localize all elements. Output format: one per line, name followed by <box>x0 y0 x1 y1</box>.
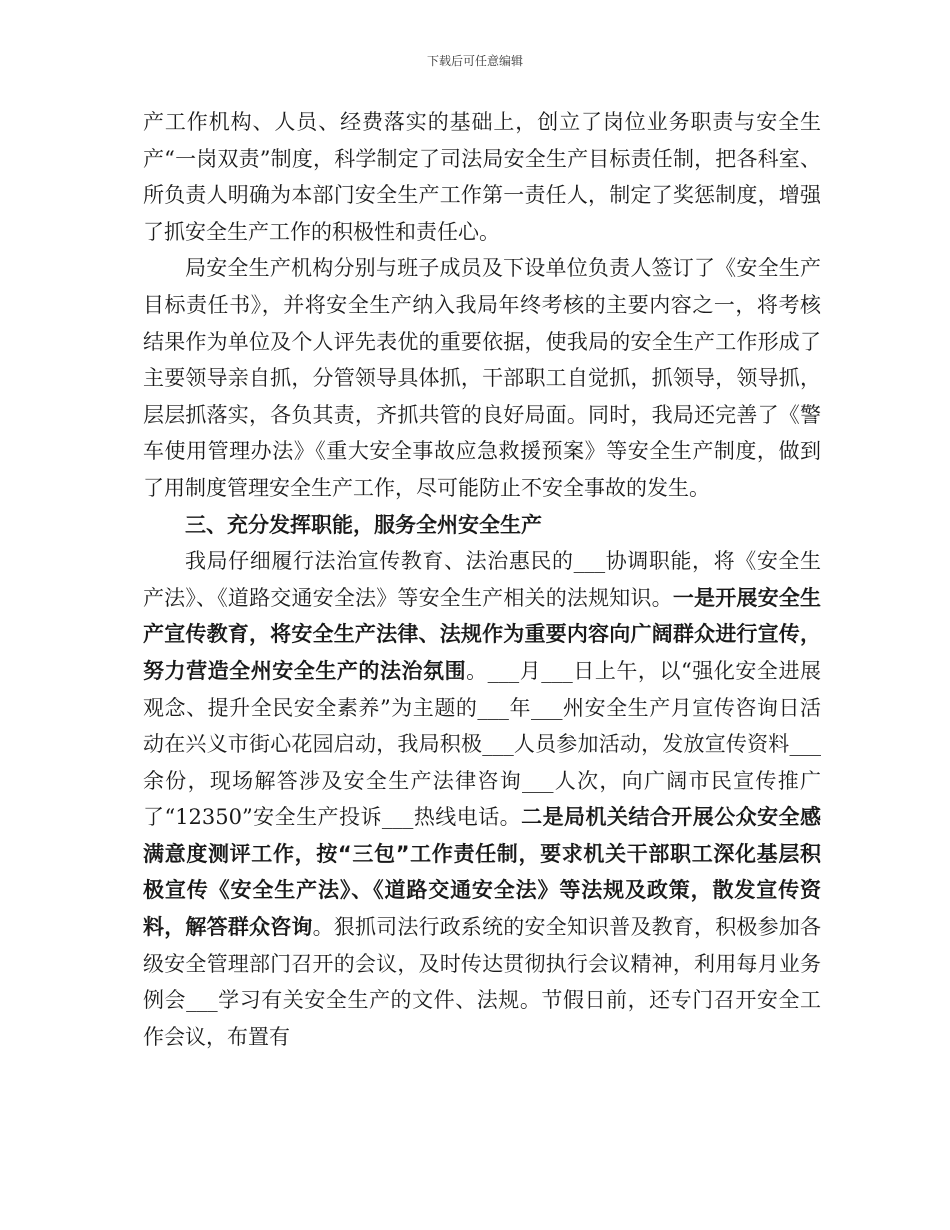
paragraph-2: 局安全生产机构分别与班子成员及下设单位负责人签订了《安全生产目标责任书》，并将安全生产纳入我局年终考核的主要内容之一，将考核结果作为单位及个人评先表优的重要依据，使我局的安全生产工作形成了主要领导亲自抓，分管领导具体抓，干部职工自觉抓，抓领导，领导抓，层层抓落实，各负其责，齐抓共管的良好局面。同时，我局还完善了《警车使用管理办法》《重大安全事故应急救援预案》等安全生产制度，做到了用制度管理安全生产工作，尽可能防止不安全事故的发生。 <box>143 256 821 500</box>
section-title: 三、充分发挥职能，服务全州安全生产 <box>185 512 542 537</box>
paragraph-3-intro: 我局仔细履行法治宣传教育、法治惠民的___协调职能，将《安全生产法》、《道路交通安全法》等安全生产相关的法规知识。 <box>143 549 821 610</box>
document-body <box>143 104 821 1055</box>
paragraph-3-point-two: 二是局机关结合开展公众安全感满意度测评工作，按“三包”工作责任制，要求机关干部职工深化基层积极宣传《安全生产法》、《道路交通安全法》等法规及政策，散发宣传资料，解答群众咨询 <box>143 805 822 940</box>
paragraph-1: 产工作机构、人员、经费落实的基础上，创立了岗位业务职责与安全生产“一岗双责”制度，科学制定了司法局安全生产目标责任制，把各科室、所负责人明确为本部门安全生产工作第一责任人，制定了奖惩制度，增强了抓安全生产工作的积极性和责任心。 <box>143 110 821 244</box>
paragraph-3-event: 。___月___日上午，以“强化安全进展观念、提升全民安全素养”为主题的___年___州安全生产月宣传咨询日活动在兴义市街心花园启动，我局积极___人员参加活动，发放宣传资料___余份，现场解答涉及安全生产法律咨询___人次，向广阔市民宣传推广了“12350”安全生产投诉___热线电话。 <box>143 658 821 830</box>
header-note: 下载后可任意编辑 <box>426 54 523 68</box>
paragraph-3-point-one: 一是开展安全生产宣传教育，将安全生产法律、法规作为重要内容向广阔群众进行宣传，努力营造全州安全生产的法治氛围 <box>143 585 821 683</box>
paragraph-3-tail: 。狠抓司法行政系统的安全知识普及教育，积极参加各级安全管理部门召开的会议，及时传达贯彻执行会议精神，利用每月业务例会___学习有关安全生产的文件、法规。节假日前，还专门召开安全工作会议，布置有 <box>143 915 822 1049</box>
paragraph-3 <box>143 543 821 1055</box>
